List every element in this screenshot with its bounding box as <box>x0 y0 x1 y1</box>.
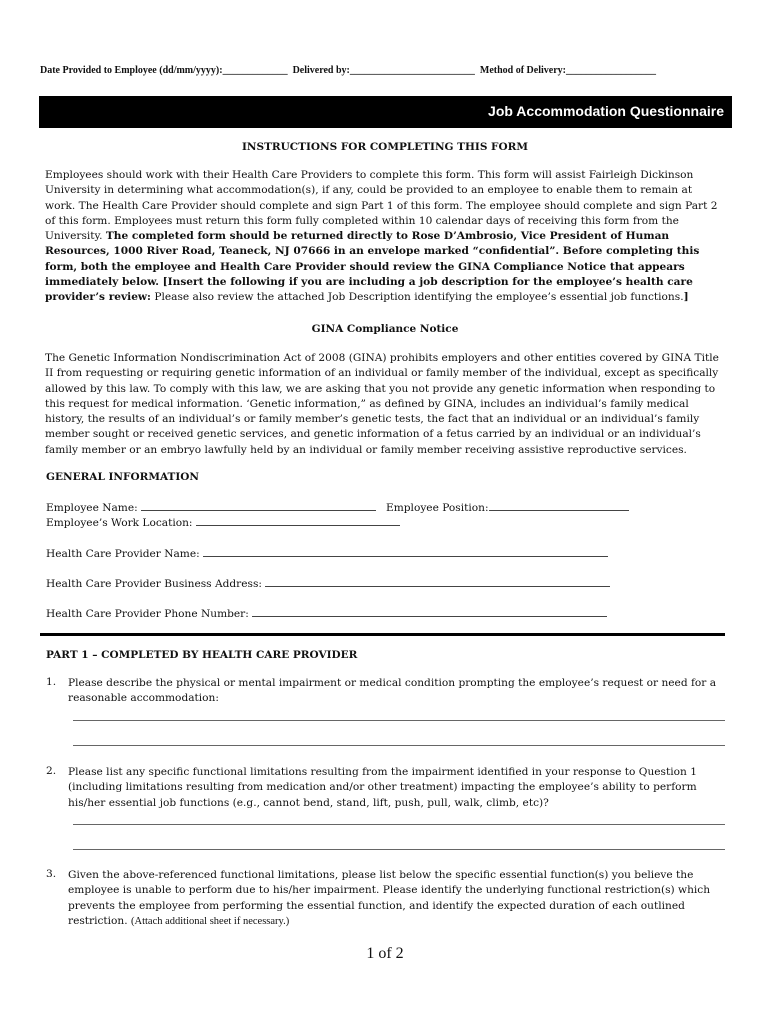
question-2-text: Please list any specific functional limitations resulting from the impairment identified in your response to Question 1 (including limitations resulting from medication and/or other treatment) impacting the employee’s ability to perform his/her essential job functions (e.g., cannot bend, stand, lift, push, pull, walk, climb, etc)? <box>68 766 697 809</box>
provider-name-label: Health Care Provider Name: <box>46 548 200 560</box>
question-3-text <box>68 868 728 929</box>
work-location-label: Employee’s Work Location: <box>46 517 193 529</box>
employee-position-label: Employee Position: <box>386 502 489 514</box>
gina-heading: GINA Compliance Notice <box>311 323 459 335</box>
question-3-number: 3. <box>46 868 57 880</box>
section-divider <box>40 633 725 636</box>
instructions-heading: INSTRUCTIONS FOR COMPLETING THIS FORM <box>241 141 529 153</box>
instructions-text-1: Employees should work with their Health Care Providers to complete this form. This form will assist Fairleigh Dickinson University in determining what accommodation(s), if any, could be provided to an employee to enable them to remain at work. The Health Care Provider should complete and sign Part 1 of this form. The employee should complete and sign Part 2 of this form. Employees must return this form fully completed within 10 calendar days of receiving this form from the University. <box>45 169 718 243</box>
question-1-answer-line-1[interactable] <box>73 720 725 721</box>
date-provided-label: Date Provided to Employee (dd/mm/yyyy):_____________ <box>40 65 288 76</box>
question-2-number: 2. <box>46 765 57 777</box>
part1-heading: PART 1 – COMPLETED BY HEALTH CARE PROVIDER <box>46 649 358 661</box>
question-3-note: (Attach additional sheet if necessary.) <box>131 915 290 927</box>
employee-name-label: Employee Name: <box>46 502 138 514</box>
work-location-field[interactable] <box>46 515 400 529</box>
question-1-number: 1. <box>46 676 57 688</box>
work-location-line[interactable] <box>196 515 400 526</box>
instructions-bold-2: ] <box>683 291 689 304</box>
provider-phone-line[interactable] <box>252 606 607 617</box>
question-1-text: Please describe the physical or mental impairment or medical condition prompting the employee’s request or need for a reasonable accommodation: <box>68 677 717 705</box>
employee-name-line[interactable] <box>141 500 376 511</box>
instructions-paragraph <box>45 168 725 306</box>
question-3-body: Given the above-referenced functional limitations, please list below the specific essential function(s) you believe the employee is unable to perform due to his/her impairment. Please identify the underlying functional restriction(s) which prevents the employee from performing the essential function, and identify the expected duration of each outlined restriction. <box>68 869 711 927</box>
question-2-answer-line-1[interactable] <box>73 824 725 825</box>
form-title: Job Accommodation Questionnaire <box>488 103 724 119</box>
provider-address-line[interactable] <box>265 576 610 587</box>
delivered-by-label: Delivered by:_________________________ <box>292 65 475 76</box>
employee-name-field[interactable] <box>46 500 376 514</box>
instructions-text-2: Please also review the attached Job Description identifying the employee’s essential job functions. <box>150 291 684 304</box>
page-number: 1 of 2 <box>366 945 404 962</box>
provider-phone-label: Health Care Provider Phone Number: <box>46 608 249 620</box>
employee-position-line[interactable] <box>489 500 629 511</box>
provider-address-field[interactable] <box>46 576 610 590</box>
gina-paragraph: The Genetic Information Nondiscrimination Act of 2008 (GINA) prohibits employers and other entities covered by GINA Title II from requesting or requiring genetic information of an individual or family member of the individual, except as specifically allowed by this law. To comply with this law, we are asking that you not provide any genetic information when responding to this request for medical information. ‘Genetic information,” as defined by GINA, includes an individual’s family medical history, the results of an individual’s or family member’s genetic tests, the fact that an individual or an individual’s family member sought or received genetic services, and genetic information of a fetus carried by an individual or an individual’s family member or an embryo lawfully held by an individual or family member receiving assistive reproductive services. <box>45 352 719 456</box>
question-2-answer-line-2[interactable] <box>73 849 725 850</box>
provider-name-line[interactable] <box>203 546 608 557</box>
employee-position-field[interactable] <box>386 500 629 514</box>
provider-name-field[interactable] <box>46 546 608 560</box>
provider-address-label: Health Care Provider Business Address: <box>46 578 262 590</box>
general-info-heading: GENERAL INFORMATION <box>46 471 199 483</box>
question-1-answer-line-2[interactable] <box>73 745 725 746</box>
method-of-delivery-label: Method of Delivery:__________________ <box>479 65 656 76</box>
instructions-bold-1: The completed form should be returned directly to Rose D’Ambrosio, Vice President of Human Resources, 1000 River Road, Teaneck, NJ 07666 in an envelope marked “confidential”. Before completing this form, both the employee and Health Care Provider should review the GINA Compliance Notice that appears immediately below. [Insert the following if you are including a job description for the employee’s health care provider’s review: <box>45 230 700 304</box>
delivery-info-line <box>40 65 740 76</box>
title-bar <box>39 96 732 128</box>
provider-phone-field[interactable] <box>46 606 607 620</box>
